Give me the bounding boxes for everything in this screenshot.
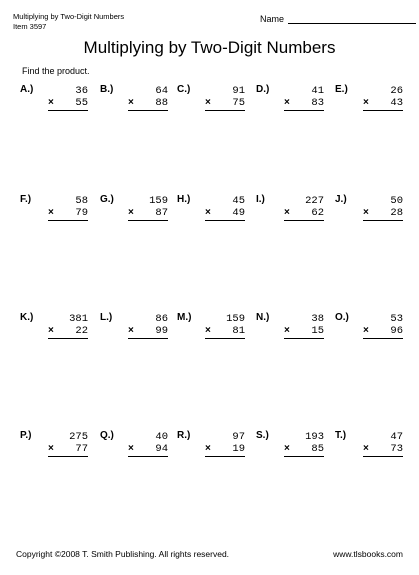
- multiplier: 88: [155, 97, 168, 109]
- problem-label: S.): [256, 430, 269, 441]
- multiplicand: 41: [311, 85, 324, 97]
- problem-label: Q.): [100, 430, 114, 441]
- times-sign: ×: [205, 325, 211, 336]
- multiplicand: 45: [232, 195, 245, 207]
- times-sign: ×: [205, 97, 211, 108]
- multiplicand: 159: [149, 195, 168, 207]
- times-sign: ×: [284, 207, 290, 218]
- problem-label: G.): [100, 194, 114, 205]
- multiplicand: 91: [232, 85, 245, 97]
- times-sign: ×: [128, 207, 134, 218]
- multiplicand: 47: [390, 431, 403, 443]
- problem: [256, 312, 332, 352]
- problem-numbers: [284, 195, 324, 221]
- multiplier: 43: [390, 97, 403, 109]
- problem-numbers: [205, 85, 245, 111]
- problem-numbers: [48, 313, 88, 339]
- problem-label: D.): [256, 84, 270, 95]
- problem-numbers: [128, 431, 168, 457]
- problem-numbers: [48, 195, 88, 221]
- worksheet-header-title: Multiplying by Two-Digit Numbers: [13, 12, 125, 21]
- multiplicand: 97: [232, 431, 245, 443]
- multiplier: 79: [75, 207, 88, 219]
- problem-label: R.): [177, 430, 191, 441]
- problem-label: N.): [256, 312, 270, 323]
- multiplicand: 40: [155, 431, 168, 443]
- problem: [177, 430, 253, 470]
- multiplicand: 38: [311, 313, 324, 325]
- name-field: [260, 14, 416, 24]
- multiplier: 75: [232, 97, 245, 109]
- problem-label: F.): [20, 194, 32, 205]
- times-sign: ×: [205, 443, 211, 454]
- problem-label: C.): [177, 84, 191, 95]
- problem-numbers: [363, 313, 403, 339]
- problem-numbers: [205, 195, 245, 221]
- problem: [20, 84, 96, 124]
- times-sign: ×: [48, 207, 54, 218]
- problem-label: H.): [177, 194, 191, 205]
- problem: [177, 84, 253, 124]
- copyright-notice: Copyright ©2008 T. Smith Publishing. All rights reserved.: [16, 549, 230, 559]
- problem: [20, 430, 96, 470]
- problem-label: I.): [256, 194, 265, 205]
- problem-label: O.): [335, 312, 349, 323]
- name-line[interactable]: [288, 14, 416, 24]
- multiplicand: 26: [390, 85, 403, 97]
- problem: [20, 194, 96, 234]
- problem: [177, 194, 253, 234]
- problem: [335, 194, 411, 234]
- times-sign: ×: [363, 207, 369, 218]
- multiplier: 99: [155, 325, 168, 337]
- problem-label: J.): [335, 194, 347, 205]
- multiplicand: 53: [390, 313, 403, 325]
- problem: [100, 312, 176, 352]
- worksheet-header: [13, 12, 124, 32]
- multiplicand: 86: [155, 313, 168, 325]
- problem: [335, 84, 411, 124]
- multiplier: 73: [390, 443, 403, 455]
- multiplier: 81: [232, 325, 245, 337]
- problem-numbers: [284, 431, 324, 457]
- multiplier: 77: [75, 443, 88, 455]
- multiplier: 85: [311, 443, 324, 455]
- multiplicand: 193: [305, 431, 324, 443]
- problem-label: M.): [177, 312, 192, 323]
- multiplicand: 58: [75, 195, 88, 207]
- times-sign: ×: [363, 443, 369, 454]
- multiplier: 87: [155, 207, 168, 219]
- problem-numbers: [363, 431, 403, 457]
- problem: [256, 430, 332, 470]
- problem-numbers: [284, 313, 324, 339]
- times-sign: ×: [128, 325, 134, 336]
- problem: [100, 84, 176, 124]
- multiplicand: 275: [69, 431, 88, 443]
- multiplicand: 64: [155, 85, 168, 97]
- problem-numbers: [128, 195, 168, 221]
- problem-label: K.): [20, 312, 34, 323]
- problem-numbers: [128, 313, 168, 339]
- problem-grid: [20, 84, 404, 484]
- multiplier: 83: [311, 97, 324, 109]
- problem: [335, 312, 411, 352]
- multiplier: 15: [311, 325, 324, 337]
- times-sign: ×: [48, 443, 54, 454]
- problem-numbers: [205, 431, 245, 457]
- multiplier: 49: [232, 207, 245, 219]
- problem-numbers: [128, 85, 168, 111]
- times-sign: ×: [284, 443, 290, 454]
- problem-label: T.): [335, 430, 347, 441]
- problem: [20, 312, 96, 352]
- times-sign: ×: [363, 97, 369, 108]
- multiplicand: 381: [69, 313, 88, 325]
- name-label: Name: [260, 14, 285, 24]
- multiplier: 94: [155, 443, 168, 455]
- multiplicand: 227: [305, 195, 324, 207]
- website-link[interactable]: www.tlsbooks.com: [333, 549, 403, 559]
- problem-label: A.): [20, 84, 34, 95]
- multiplier: 62: [311, 207, 324, 219]
- times-sign: ×: [363, 325, 369, 336]
- problem: [256, 84, 332, 124]
- problem-numbers: [48, 85, 88, 111]
- problem-numbers: [363, 195, 403, 221]
- problem-numbers: [284, 85, 324, 111]
- item-number: Item 3597: [13, 22, 47, 31]
- times-sign: ×: [284, 97, 290, 108]
- problem: [100, 430, 176, 470]
- problem-label: L.): [100, 312, 113, 323]
- times-sign: ×: [205, 207, 211, 218]
- times-sign: ×: [284, 325, 290, 336]
- times-sign: ×: [48, 325, 54, 336]
- problem-numbers: [48, 431, 88, 457]
- page-title: Multiplying by Two-Digit Numbers: [83, 38, 336, 57]
- multiplier: 28: [390, 207, 403, 219]
- problem: [256, 194, 332, 234]
- problem-numbers: [363, 85, 403, 111]
- times-sign: ×: [128, 443, 134, 454]
- times-sign: ×: [128, 97, 134, 108]
- multiplier: 55: [75, 97, 88, 109]
- multiplicand: 50: [390, 195, 403, 207]
- problem: [335, 430, 411, 470]
- multiplier: 22: [75, 325, 88, 337]
- problem: [177, 312, 253, 352]
- multiplicand: 36: [75, 85, 88, 97]
- problem: [100, 194, 176, 234]
- problem-label: P.): [20, 430, 32, 441]
- problem-label: B.): [100, 84, 114, 95]
- times-sign: ×: [48, 97, 54, 108]
- problem-label: E.): [335, 84, 348, 95]
- multiplier: 96: [390, 325, 403, 337]
- instructions: Find the product.: [22, 66, 90, 76]
- multiplier: 19: [232, 443, 245, 455]
- multiplicand: 159: [226, 313, 245, 325]
- problem-numbers: [205, 313, 245, 339]
